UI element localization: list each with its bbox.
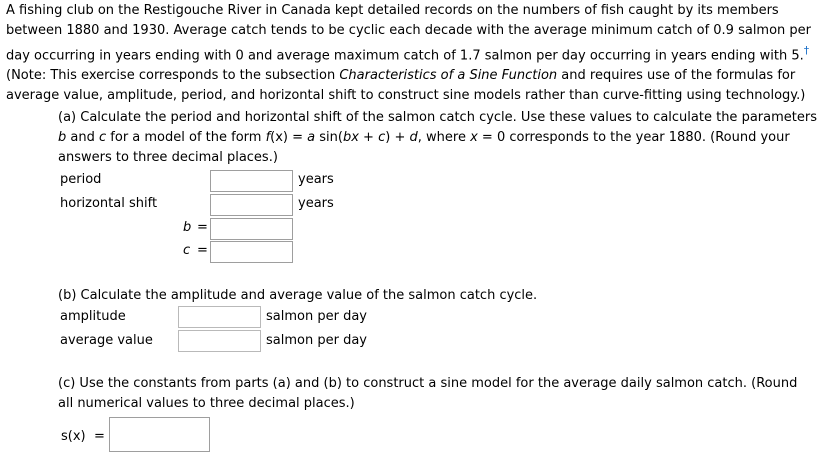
part-a-sin: sin( xyxy=(315,130,343,145)
part-a-zero: = 0 corresponds to the year 1880. (Round your xyxy=(477,130,790,145)
footnote-dagger-link[interactable]: † xyxy=(803,44,810,57)
horizontal-shift-unit: years xyxy=(298,196,334,211)
period-unit: years xyxy=(298,172,334,187)
c-equals: = xyxy=(197,243,208,258)
problem-statement xyxy=(6,1,821,106)
intro-line-5: average value, amplitude, period, and horizontal shift to construct sine models rather than curve-fitting using technology.) xyxy=(6,88,806,104)
var-b: b xyxy=(58,130,67,145)
intro-line-4-b: and requires use of the formulas for xyxy=(557,68,796,84)
c-input[interactable] xyxy=(210,241,293,263)
amplitude-unit: salmon per day xyxy=(266,309,367,324)
var-f: f xyxy=(265,130,271,145)
part-a-where: , where xyxy=(417,130,471,145)
horizontal-shift-label: horizontal shift xyxy=(60,196,158,211)
average-value-input[interactable] xyxy=(178,330,261,352)
part-c-prompt xyxy=(58,374,822,414)
var-c: c xyxy=(99,130,107,145)
part-a-line-3: answers to three decimal places.) xyxy=(58,150,278,165)
amplitude-label: amplitude xyxy=(60,309,126,324)
amplitude-input[interactable] xyxy=(178,306,261,328)
part-c-line-2: all numerical values to three decimal places.) xyxy=(58,396,355,411)
part-a-plus: + xyxy=(358,130,379,145)
part-a-prompt xyxy=(58,108,822,168)
b-equals: = xyxy=(197,220,208,235)
part-a-eq: = xyxy=(288,130,308,145)
part-a-fx-arg: (x) xyxy=(270,130,288,145)
b-input[interactable] xyxy=(210,218,293,240)
average-value-label: average value xyxy=(60,333,153,348)
var-x: x xyxy=(470,130,478,145)
intro-line-4-subsection: Characteristics of a Sine Function xyxy=(339,68,558,84)
intro-line-3 xyxy=(6,41,821,66)
part-a-mid: for a model of the form xyxy=(106,130,266,145)
b-label: b xyxy=(183,220,192,235)
part-c-line-1: (c) Use the constants from parts (a) and (b) to construct a sine model for the average daily salmon catch. (Round xyxy=(58,376,798,391)
intro-line-4-a: (Note: This exercise corresponds to the subsection xyxy=(6,68,340,84)
part-a-line-2 xyxy=(58,128,822,148)
var-d: d xyxy=(409,130,418,145)
part-a-and: and xyxy=(66,130,99,145)
horizontal-shift-input[interactable] xyxy=(210,194,293,216)
sx-equals: = xyxy=(94,429,105,444)
var-bx: bx xyxy=(342,130,359,145)
var-c2: c xyxy=(378,130,386,145)
part-a-line-1: (a) Calculate the period and horizontal shift of the salmon catch cycle. Use these values to calculate the parameters xyxy=(58,110,817,125)
average-value-unit: salmon per day xyxy=(266,333,367,348)
period-input[interactable] xyxy=(210,170,293,192)
part-b-line-1: (b) Calculate the amplitude and average value of the salmon catch cycle. xyxy=(58,288,538,303)
sx-label: s(x) xyxy=(61,429,86,444)
period-label: period xyxy=(60,172,102,187)
var-a: a xyxy=(307,130,316,145)
intro-line-1: A fishing club on the Restigouche River in Canada kept detailed records on the numbers of fish caught by its members xyxy=(6,3,779,18)
part-b-prompt xyxy=(58,286,822,306)
c-label: c xyxy=(183,243,191,258)
intro-line-2: between 1880 and 1930. Average catch tends to be cyclic each decade with the average minimum catch of 0.9 salmon per xyxy=(6,23,812,38)
intro-line-3-text: day occurring in years ending with 0 and average maximum catch of 1.7 salmon per day occurring in years ending with 5. xyxy=(6,48,804,64)
intro-line-4 xyxy=(6,66,821,86)
sine-model-input[interactable] xyxy=(109,417,210,452)
part-a-close: ) + xyxy=(385,130,410,145)
